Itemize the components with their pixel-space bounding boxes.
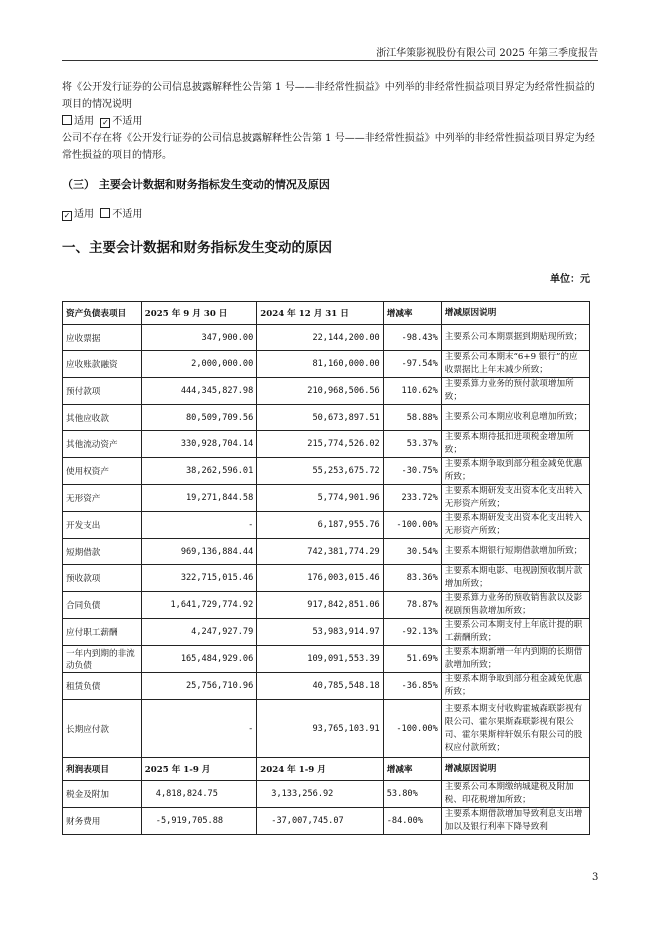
table-row: [63, 565, 590, 592]
column-header: 2024 年 1-9 月: [257, 758, 383, 781]
table-cell: 30.54%: [383, 539, 441, 565]
table-cell: 租赁负债: [63, 673, 142, 700]
table-row: [63, 539, 590, 565]
table-cell: 53,983,914.97: [257, 619, 383, 646]
page-number: 3: [592, 872, 599, 883]
column-header: 增减率: [383, 302, 441, 325]
table-cell: 444,345,827.98: [141, 378, 256, 405]
checked-box-icon[interactable]: ✓: [102, 118, 109, 127]
table-cell: -100.00%: [383, 512, 441, 539]
table-cell: 主要系本期待抵扣进项税金增加所致；: [441, 431, 589, 458]
main-section-title: 一、主要会计数据和财务指标发生变动的原因: [62, 240, 332, 256]
intro-paragraph-2: 公司不存在将《公开发行证券的公司信息披露解释性公告第 1 号——非经常性损益》中列举的非经常性损益项目界定为经常性损益的项目的情形。: [62, 133, 595, 161]
table-cell: 81,160,000.00: [257, 351, 383, 378]
table-cell: 742,381,774.29: [257, 539, 383, 565]
table-row: [63, 781, 590, 808]
table-cell: 5,774,901.96: [257, 485, 383, 512]
table-cell: 主要系公司本期缴纳城建税及附加税、印花税增加所致；: [441, 781, 589, 808]
table-cell: -5,919,705.88: [141, 808, 256, 835]
table-row: [63, 700, 590, 758]
table-cell: 3,133,256.92: [257, 781, 383, 808]
table-cell: 主要系本期争取到部分租金减免优惠所致；: [441, 673, 589, 700]
table-cell: 969,136,884.44: [141, 539, 256, 565]
table-cell: 53.80%: [383, 781, 441, 808]
table-cell: 233.72%: [383, 485, 441, 512]
table-cell: -30.75%: [383, 458, 441, 485]
table-row: [63, 512, 590, 539]
table-cell: 4,818,824.75: [141, 781, 256, 808]
table-cell: -37,007,745.07: [257, 808, 383, 835]
table-cell: -98.43%: [383, 325, 441, 351]
table-header-row: [63, 758, 590, 781]
table-cell: 财务费用: [63, 808, 142, 835]
table-row: [63, 619, 590, 646]
table-row: [63, 351, 590, 378]
header-rule: [62, 60, 598, 61]
table-row: [63, 673, 590, 700]
table-cell: -97.54%: [383, 351, 441, 378]
table-cell: 322,715,015.46: [141, 565, 256, 592]
table-cell: -36.85%: [383, 673, 441, 700]
table-cell: 主要系算力业务的预付款项增加所致；: [441, 378, 589, 405]
checked-box-icon[interactable]: ✓: [63, 211, 71, 220]
column-header: 利润表项目: [63, 758, 142, 781]
table-cell: -100.00%: [383, 700, 441, 758]
table-cell: 22,144,200.00: [257, 325, 383, 351]
option-applicable: 适用: [74, 116, 94, 127]
table-cell: -92.13%: [383, 619, 441, 646]
unchecked-box-icon[interactable]: [62, 115, 72, 125]
option-not-applicable: 不适用: [112, 209, 143, 220]
table-cell: 应付职工薪酬: [63, 619, 142, 646]
table-cell: 主要系公司本期票据到期贴现所致；: [441, 325, 589, 351]
table-cell: 主要系公司本期末“6+9 银行”的应收票据比上年末减少所致；: [441, 351, 589, 378]
table-cell: 51.69%: [383, 646, 441, 673]
table-cell: 78.87%: [383, 592, 441, 619]
table-cell: 40,785,548.18: [257, 673, 383, 700]
table-cell: -: [141, 512, 256, 539]
table-cell: 长期应付款: [63, 700, 142, 758]
unit-label: 单位：元: [550, 274, 590, 285]
table-cell: 其他应收款: [63, 405, 142, 431]
table-cell: 主要系本期研发支出资本化支出转入无形资产所致；: [441, 485, 589, 512]
table-cell: 93,765,103.91: [257, 700, 383, 758]
table-cell: 开发支出: [63, 512, 142, 539]
table-row: [63, 646, 590, 673]
column-header: 2025 年 1-9 月: [141, 758, 256, 781]
table-cell: 176,003,015.46: [257, 565, 383, 592]
table-cell: 4,247,927.79: [141, 619, 256, 646]
table-row: [63, 431, 590, 458]
table-cell: 53.37%: [383, 431, 441, 458]
table-row: [63, 592, 590, 619]
table-cell: 38,262,596.01: [141, 458, 256, 485]
table-cell: 主要系本期电影、电视剧预收制片款增加所致；: [441, 565, 589, 592]
table-cell: 25,756,710.96: [141, 673, 256, 700]
table-row: [63, 325, 590, 351]
table-cell: 主要系公司本期应收利息增加所致；: [441, 405, 589, 431]
table-cell: 917,842,851.06: [257, 592, 383, 619]
table-row: [63, 458, 590, 485]
table-cell: 19,271,844.58: [141, 485, 256, 512]
table-cell: 主要系本期争取到部分租金减免优惠所致；: [441, 458, 589, 485]
column-header: 增减原因说明: [441, 758, 589, 781]
column-header: 资产负债表项目: [63, 302, 142, 325]
table-cell: 347,900.00: [141, 325, 256, 351]
section-3-options: [62, 206, 602, 223]
table-cell: 短期借款: [63, 539, 142, 565]
table-cell: 110.62%: [383, 378, 441, 405]
column-header: 增减原因说明: [441, 302, 589, 325]
column-header: 2024 年 12 月 31 日: [257, 302, 383, 325]
column-header: 2025 年 9 月 30 日: [141, 302, 256, 325]
table-cell: 主要系本期新增一年内到期的长期借款增加所致；: [441, 646, 589, 673]
table-cell: 合同负债: [63, 592, 142, 619]
table-cell: 215,774,526.02: [257, 431, 383, 458]
table-header-row: [63, 302, 590, 325]
table-cell: 330,928,704.14: [141, 431, 256, 458]
section-3-title: （三） 主要会计数据和财务指标发生变动的情况及原因: [62, 178, 330, 191]
intro-options: [62, 113, 602, 130]
option-applicable: 适用: [74, 209, 94, 220]
table-cell: 109,091,553.39: [257, 646, 383, 673]
table-cell: 主要系本期银行短期借款增加所致；: [441, 539, 589, 565]
table-cell: 其他流动资产: [63, 431, 142, 458]
table-cell: 主要系公司本期支付上年底计提的职工薪酬所致；: [441, 619, 589, 646]
financial-table: [62, 301, 590, 835]
table-row: [63, 405, 590, 431]
table-cell: 应收票据: [63, 325, 142, 351]
table-cell: 6,187,955.76: [257, 512, 383, 539]
table-cell: 55,253,675.72: [257, 458, 383, 485]
table-cell: 使用权资产: [63, 458, 142, 485]
table-row: [63, 808, 590, 835]
table-cell: 主要系算力业务的预收销售款以及影视剧预售款增加所致；: [441, 592, 589, 619]
table-cell: 80,509,709.56: [141, 405, 256, 431]
unchecked-box-icon[interactable]: [100, 208, 110, 218]
table-cell: 2,000,000.00: [141, 351, 256, 378]
table-cell: 主要系本期研发支出资本化支出转入无形资产所致；: [441, 512, 589, 539]
table-cell: 预付款项: [63, 378, 142, 405]
table-cell: 无形资产: [63, 485, 142, 512]
table-cell: 预收款项: [63, 565, 142, 592]
table-cell: 应收账款融资: [63, 351, 142, 378]
table-row: [63, 485, 590, 512]
column-header: 增减率: [383, 758, 441, 781]
table-row: [63, 378, 590, 405]
table-cell: -84.00%: [383, 808, 441, 835]
table-cell: 83.36%: [383, 565, 441, 592]
intro-paragraph-1: 将《公开发行证券的公司信息披露解释性公告第 1 号——非经常性损益》中列举的非经常性损益项目界定为经常性损益的项目的情况说明: [62, 82, 595, 110]
table-cell: 1,641,729,774.92: [141, 592, 256, 619]
table-cell: 主要系本期支付收购霍城森联影视有限公司、霍尔果斯森联影视有限公司、霍尔果斯梓轩娱乐有限公司的股权应付款所致；: [441, 700, 589, 758]
table-cell: 210,968,506.56: [257, 378, 383, 405]
table-cell: 主要系本期借款增加导致利息支出增加以及银行利率下降导致利: [441, 808, 589, 835]
table-cell: 一年内到期的非流动负债: [63, 646, 142, 673]
table-cell: 50,673,897.51: [257, 405, 383, 431]
table-cell: 58.88%: [383, 405, 441, 431]
report-header: 浙江华策影视股份有限公司 2025 年第三季度报告: [376, 48, 598, 59]
table-cell: 税金及附加: [63, 781, 142, 808]
table-cell: -: [141, 700, 256, 758]
table-cell: 165,484,929.06: [141, 646, 256, 673]
option-not-applicable: 不适用: [112, 116, 143, 127]
